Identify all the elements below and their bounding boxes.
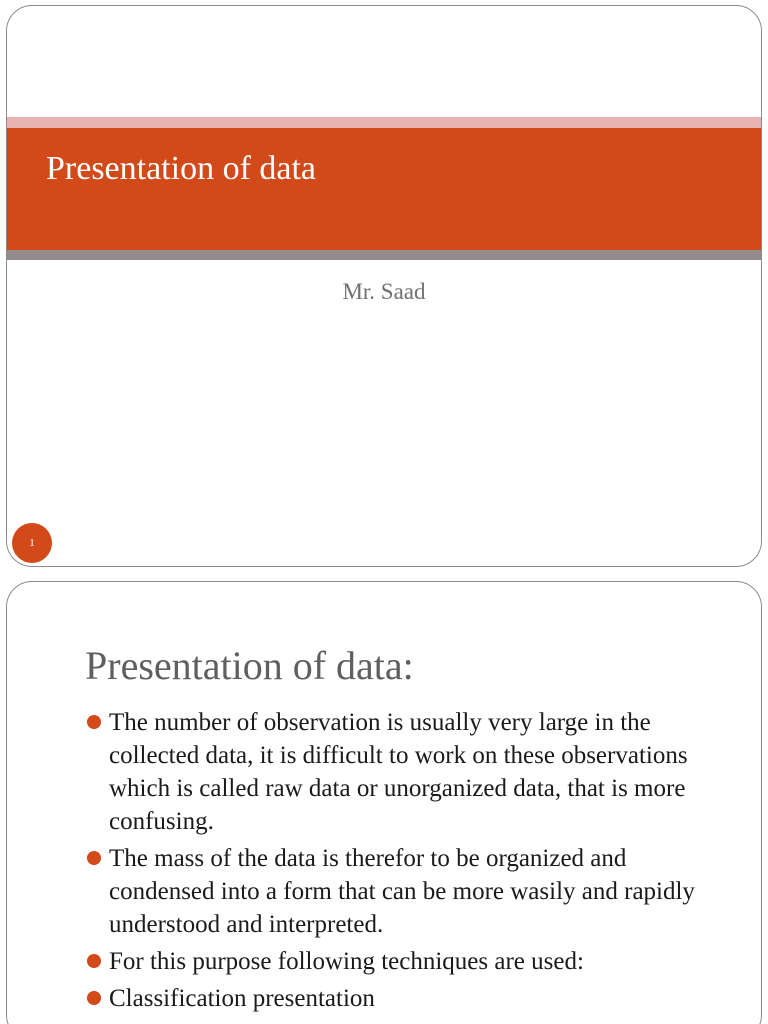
slide-subtitle: Mr. Saad — [342, 279, 426, 304]
title-band-bottom-stripe — [7, 250, 761, 260]
bullet-dot-icon — [87, 991, 101, 1005]
bullet-item — [87, 842, 727, 941]
slide-1 — [6, 5, 762, 567]
bullet-text: The number of observation is usually very large in the collected data, it is difficult to work on these observations which is called raw data or unorganized data, that is more confusing. — [109, 709, 688, 835]
slide-2 — [6, 581, 762, 1024]
bullet-item — [87, 982, 727, 1015]
slide-number-badge: 1 — [12, 523, 52, 563]
bullet-list — [87, 706, 727, 1019]
slide-title: Presentation of data — [46, 150, 317, 187]
title-band-top-stripe — [7, 117, 761, 128]
slide-heading: Presentation of data: — [85, 643, 414, 688]
bullet-dot-icon — [87, 954, 101, 968]
bullet-dot-icon — [87, 715, 101, 729]
bullet-dot-icon — [87, 851, 101, 865]
bullet-text: The mass of the data is therefor to be organized and condensed into a form that can be more wasily and rapidly understood and interpreted. — [109, 845, 695, 938]
bullet-text: For this purpose following techniques are used: — [109, 948, 584, 975]
bullet-item — [87, 945, 727, 978]
bullet-item — [87, 706, 727, 838]
bullet-text: Classification presentation — [109, 985, 375, 1012]
